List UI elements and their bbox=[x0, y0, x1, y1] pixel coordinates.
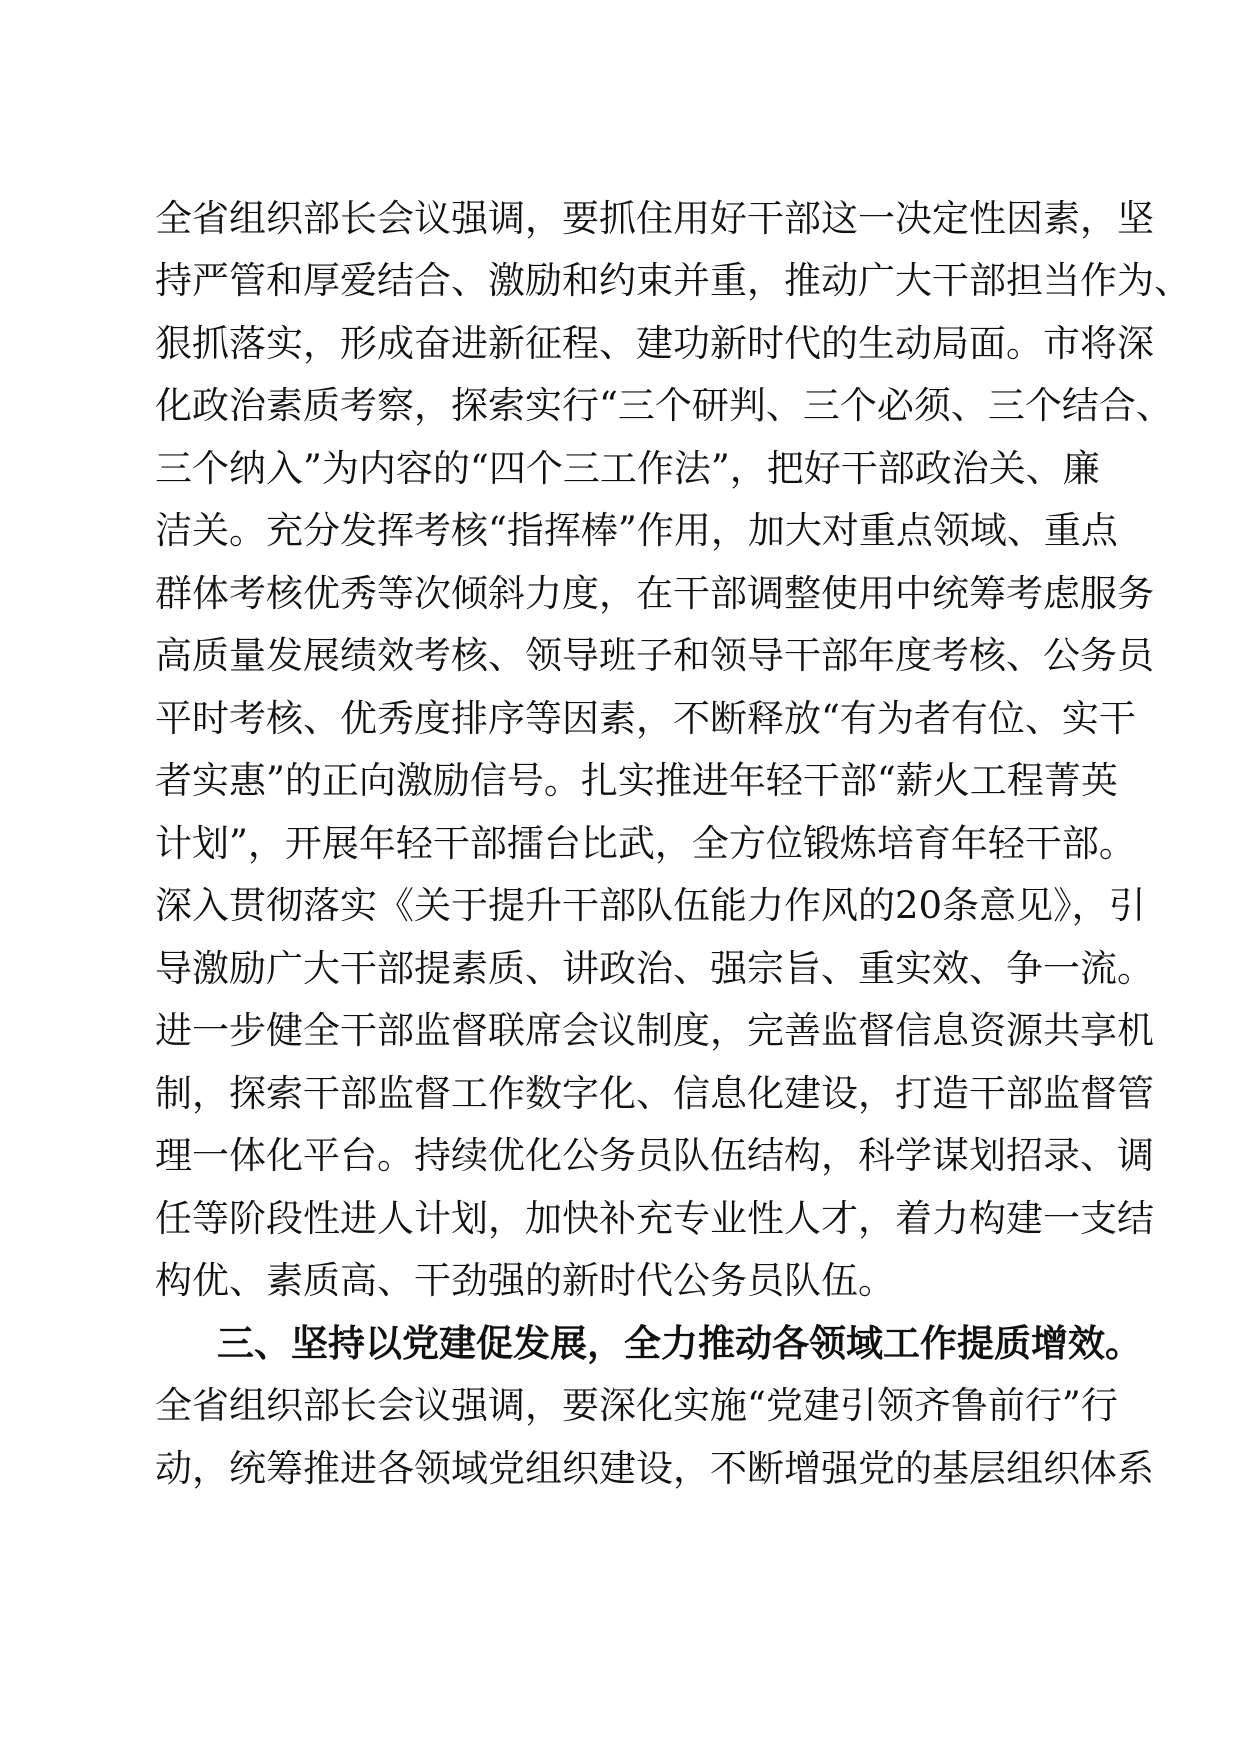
body-line-3: 狠抓落实，形成奋进新征程、建功新时代的生动局面。市将深 bbox=[155, 322, 1154, 365]
body-line-5: 三个纳入”为内容的“四个三工作法”，把好干部政治关、廉 bbox=[155, 447, 1100, 490]
body-line-7: 群体考核优秀等次倾斜力度，在干部调整使用中统筹考虑服务 bbox=[155, 572, 1154, 615]
body-line-19: 全省组织部长会议强调，要深化实施“党建引领齐鲁前行”行 bbox=[155, 1384, 1118, 1427]
body-line-11: 计划”，开展年轻干部擂台比武，全方位锻炼培育年轻干部。 bbox=[155, 822, 1136, 865]
body-line-9: 平时考核、优秀度排序等因素，不断释放“有为者有位、实干 bbox=[155, 697, 1136, 740]
body-line-1: 全省组织部长会议强调，要抓住用好干部这一决定性因素，坚 bbox=[155, 197, 1154, 240]
body-line-13: 导激励广大干部提素质、讲政治、强宗旨、重实效、争一流。 bbox=[155, 947, 1154, 990]
body-line-14: 进一步健全干部监督联席会议制度，完善监督信息资源共享机 bbox=[155, 1009, 1154, 1052]
body-line-16: 理一体化平台。持续优化公务员队伍结构，科学谋划招录、调 bbox=[155, 1134, 1154, 1177]
body-line-17: 任等阶段性进人计划，加快补充专业性人才，着力构建一支结 bbox=[155, 1197, 1154, 1240]
body-line-10: 者实惠”的正向激励信号。扎实推进年轻干部“薪火工程菁英 bbox=[155, 759, 1118, 802]
body-line-15: 制，探索干部监督工作数字化、信息化建设，打造干部监督管 bbox=[155, 1072, 1154, 1115]
body-line-20: 动，统筹推进各领域党组织建设，不断增强党的基层组织体系 bbox=[155, 1447, 1154, 1490]
body-line-12: 深入贯彻落实《关于提升干部队伍能力作风的20条意见》，引 bbox=[155, 884, 1146, 927]
body-line-8: 高质量发展绩效考核、领导班子和领导干部年度考核、公务员 bbox=[155, 634, 1154, 677]
section-heading: 三、坚持以党建促发展，全力推动各领域工作提质增效。 bbox=[217, 1322, 1142, 1365]
body-line-4: 化政治素质考察，探索实行“三个研判、三个必须、三个结合、 bbox=[155, 384, 1173, 427]
body-line-2: 持严管和厚爱结合、激励和约束并重，推动广大干部担当作为、 bbox=[155, 259, 1191, 302]
body-line-18: 构优、素质高、干劲强的新时代公务员队伍。 bbox=[155, 1259, 895, 1302]
body-line-6: 洁关。充分发挥考核“指挥棒”作用，加大对重点领域、重点 bbox=[155, 509, 1118, 552]
